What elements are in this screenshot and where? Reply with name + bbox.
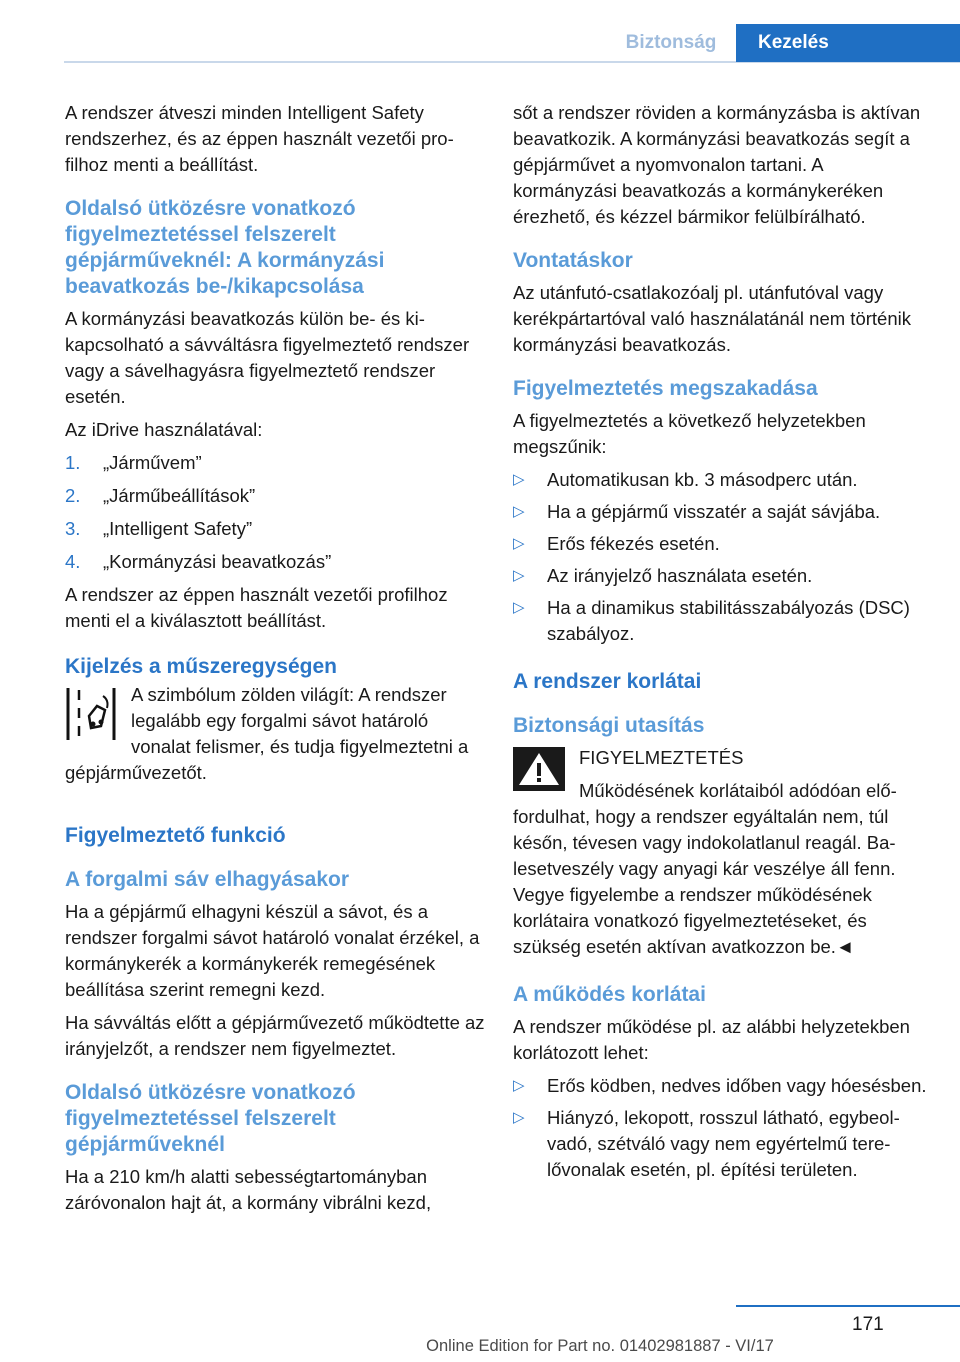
list-item <box>513 499 928 525</box>
paragraph: Ha sávváltás előtt a gépjárművezető működtette az irányjelzőt, a rendszer nem figyelmeztet. <box>65 1012 485 1059</box>
list-item-text: Hiányzó, lekopott, rosszul látható, egybeolvadó, szétváló vagy nem egyértelmű terelővonalak esetén, pl. építési területen. <box>547 1107 900 1180</box>
list-item <box>513 467 928 493</box>
step-text: „Járművem” <box>103 452 202 473</box>
bullet-triangle-icon: ▷ <box>513 599 525 616</box>
paragraph: Az iDrive használatával: <box>65 419 263 440</box>
paragraph: A figyelmeztetés a következő helyzetekben megszűnik: <box>513 410 866 457</box>
bullet-triangle-icon: ▷ <box>513 1077 525 1094</box>
section-heading: A rendszer korlátai <box>513 670 702 693</box>
step-text: „Intelligent Safety” <box>103 518 253 539</box>
section-heading: Kijelzés a műszeregységen <box>65 655 337 678</box>
list-item <box>513 563 928 589</box>
tab-kezeles[interactable]: Kezelés <box>736 24 960 62</box>
interrupt-list <box>513 467 928 647</box>
list-item-text: Az irányjelző használata esetén. <box>547 565 813 586</box>
step-number: 1. <box>65 452 81 473</box>
list-item-text: Ha a dinamikus stabilitásszabályozás (DSC) szabályoz. <box>547 597 910 644</box>
list-item <box>513 1073 928 1099</box>
warning-block <box>513 745 928 960</box>
steps-list <box>65 450 485 575</box>
page-number: 171 <box>852 1314 884 1335</box>
paragraph: sőt a rendszer röviden a kormányzásba is aktívan beavatkozik. A kormányzási beavatkozás segít a gépjárművet a nyomvonalon tartani. A kormányzási beavatkozás a kormánykeréken érezhető, és kézzel bármikor felülbírálható. <box>513 102 921 227</box>
left-column <box>65 100 485 1223</box>
step-number: 3. <box>65 518 81 539</box>
list-item <box>513 1105 928 1183</box>
section-heading: Figyelmeztető funkció <box>65 824 286 847</box>
bullet-triangle-icon: ▷ <box>513 567 525 584</box>
section-heading: A forgalmi sáv elhagyásakor <box>65 868 350 891</box>
bullet-triangle-icon: ▷ <box>513 1109 525 1126</box>
display-block <box>65 682 485 793</box>
list-item <box>65 516 485 542</box>
step-number: 2. <box>65 485 81 506</box>
paragraph: A rendszer átveszi minden Intelligent Safety rendszerhez, és az éppen használt vezetői profilhoz menti a beállítást. <box>65 102 454 175</box>
section-heading: Biztonsági utasítás <box>513 714 705 737</box>
paragraph: Ha a gépjármű elhagyni készül a sávot, és a rendszer forgalmi sávot határoló vonalat érzékel, a kormánykerék a kormánykerék remegésének beállítása szerint remegni kezd. <box>65 901 480 1000</box>
limits-list <box>513 1073 928 1183</box>
bullet-triangle-icon: ▷ <box>513 503 525 520</box>
list-item-text: Automatikusan kb. 3 másodperc után. <box>547 469 858 490</box>
paragraph: A szimbólum zölden világít: A rendszer legalább egy forgalmi sávot határoló vonalat felismer, és tudja figyelmeztetni a gépjárművezetőt. <box>65 684 469 783</box>
step-text: „Járműbeállítások” <box>103 485 256 506</box>
tab-biztonsag[interactable]: Biztonság <box>625 32 717 53</box>
section-heading: A működés korlátai <box>513 983 706 1006</box>
edition-footer: Online Edition for Part no. 01402981887 - VI/17 <box>426 1337 774 1355</box>
list-item <box>513 531 928 557</box>
list-item <box>513 595 928 647</box>
list-item-text: Erős ködben, nedves időben vagy hóesésben. <box>547 1075 927 1096</box>
section-heading: Figyelmeztetés megszakadása <box>513 377 818 400</box>
list-item-text: Erős fékezés esetén. <box>547 533 720 554</box>
paragraph: A rendszer az éppen használt vezetői profilhoz menti el a kiválasztott beállítást. <box>65 584 448 631</box>
lane-assist-icon <box>65 686 117 747</box>
list-item <box>65 483 485 509</box>
section-heading: Oldalsó ütközésre vonatkozó figyelmeztetéssel felszerelt gépjárműveknél <box>65 1081 356 1156</box>
paragraph: A rendszer működése pl. az alábbi helyzetekben korlátozott lehet: <box>513 1016 910 1063</box>
warning-title: FIGYELMEZTETÉS <box>579 747 744 768</box>
right-column <box>513 100 928 1189</box>
list-item <box>65 549 485 575</box>
list-item <box>65 450 485 476</box>
footer-rule <box>736 1305 960 1307</box>
paragraph: Az utánfutó-csatlakozóalj pl. utánfutóval vagy kerékpártartóval való használatánál nem történik kormányzási beavatkozás. <box>513 282 911 355</box>
paragraph: A kormányzási beavatkozás külön be- és kikapcsolható a sávváltásra figyelmeztető rendszer vagy a sávelhagyásra figyelmeztető rendszer esetén. <box>65 308 470 407</box>
step-text: „Kormányzási beavatkozás” <box>103 551 332 572</box>
paragraph: Ha a 210 km/h alatti sebességtartományban záróvonalon hajt át, a kormány vibrálni kezd, <box>65 1166 432 1213</box>
list-item-text: Ha a gépjármű visszatér a saját sávjába. <box>547 501 881 522</box>
warning-triangle-icon <box>513 747 565 796</box>
bullet-triangle-icon: ▷ <box>513 535 525 552</box>
section-heading: Vontatáskor <box>513 249 633 272</box>
step-number: 4. <box>65 551 81 572</box>
bullet-triangle-icon: ▷ <box>513 471 525 488</box>
section-heading: Oldalsó ütközésre vonatkozó figyelmeztetéssel felszerelt gépjárműveknél: A kormányzási beavatkozás be-/kikapcsolása <box>65 197 385 298</box>
warning-text: Működésének korlátaiból adódóan előfordulhat, hogy a rendszer egyáltalán nem, túl későn, tévesen vagy indokolatlanul reagál. Balesetveszély vagy anyagi kár veszélye áll fenn. Vegye figyelembe a rendszer működésének korlátaira vonatkozó figyelmeztetéseket, és szükség esetén aktívan avatkozzon be.◄ <box>513 780 897 957</box>
